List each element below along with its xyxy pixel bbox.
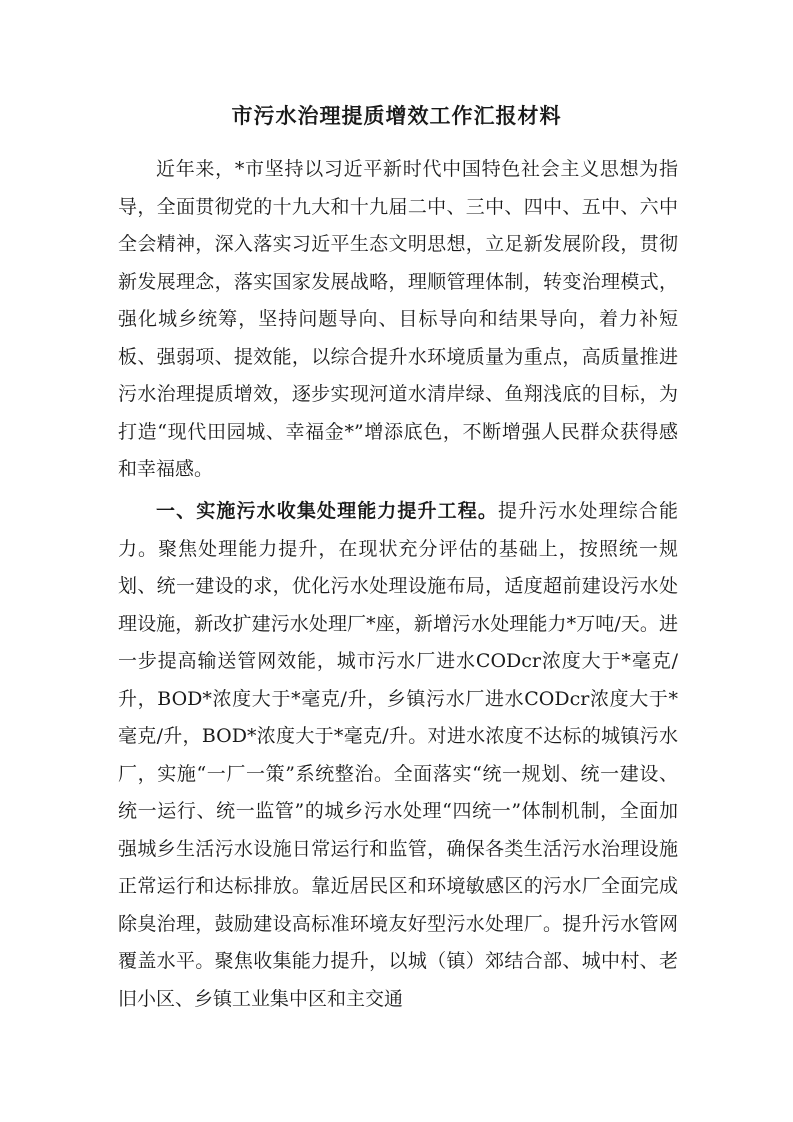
section-one-body: 提升污水处理综合能力。聚焦处理能力提升，在现状充分评估的基础上，按照统一规划、统一建设的求，优化污水处理设施布局，适度超前建设污水处理设施，新改扩建污水处理厂*座，新增污水处理能力*万吨/天。进一步提高输送管网效能，城市污水厂进水CODcr浓度大于*毫克/升，BOD*浓度大于*毫克/升，乡镇污水厂进水CODcr浓度大于*毫克/升，BOD*浓度大于*毫克/升。对进水浓度不达标的城镇污水厂，实施“一厂一策”系统整治。全面落实“统一规划、统一建设、统一运行、统一监管”的城乡污水处理“四统一”体制机制，全面加强城乡生活污水设施日常运行和监管，确保各类生活污水治理设施正常运行和达标排放。靠近居民区和环境敏感区的污水厂全面完成除臭治理，鼓励建设高标准环境友好型污水处理厂。提升污水管网覆盖水平。聚焦收集能力提升，以城（镇）郊结合部、城中村、老旧小区、乡镇工业集中区和主交通 (118, 500, 678, 1010)
section-one-paragraph (118, 493, 678, 1018)
intro-paragraph: 近年来，*市坚持以习近平新时代中国特色社会主义思想为指导，全面贯彻党的十九大和十九届二中、三中、四中、五中、六中全会精神，深入落实习近平生态文明思想，立足新发展阶段，贯彻新发展理念，落实国家发展战略，理顺管理体制，转变治理模式，强化城乡统筹，坚持问题导向、目标导向和结果导向，着力补短板、强弱项、提效能，以综合提升水环境质量为重点，高质量推进污水治理提质增效，逐步实现河道水清岸绿、鱼翔浅底的目标，为打造“现代田园城、幸福金*”增添底色，不断增强人民群众获得感和幸福感。 (118, 158, 678, 480)
document-title: 市污水治理提质增效工作汇报材料 (231, 104, 562, 128)
section-one-heading: 一、实施污水收集处理能力提升工程。 (156, 500, 499, 522)
